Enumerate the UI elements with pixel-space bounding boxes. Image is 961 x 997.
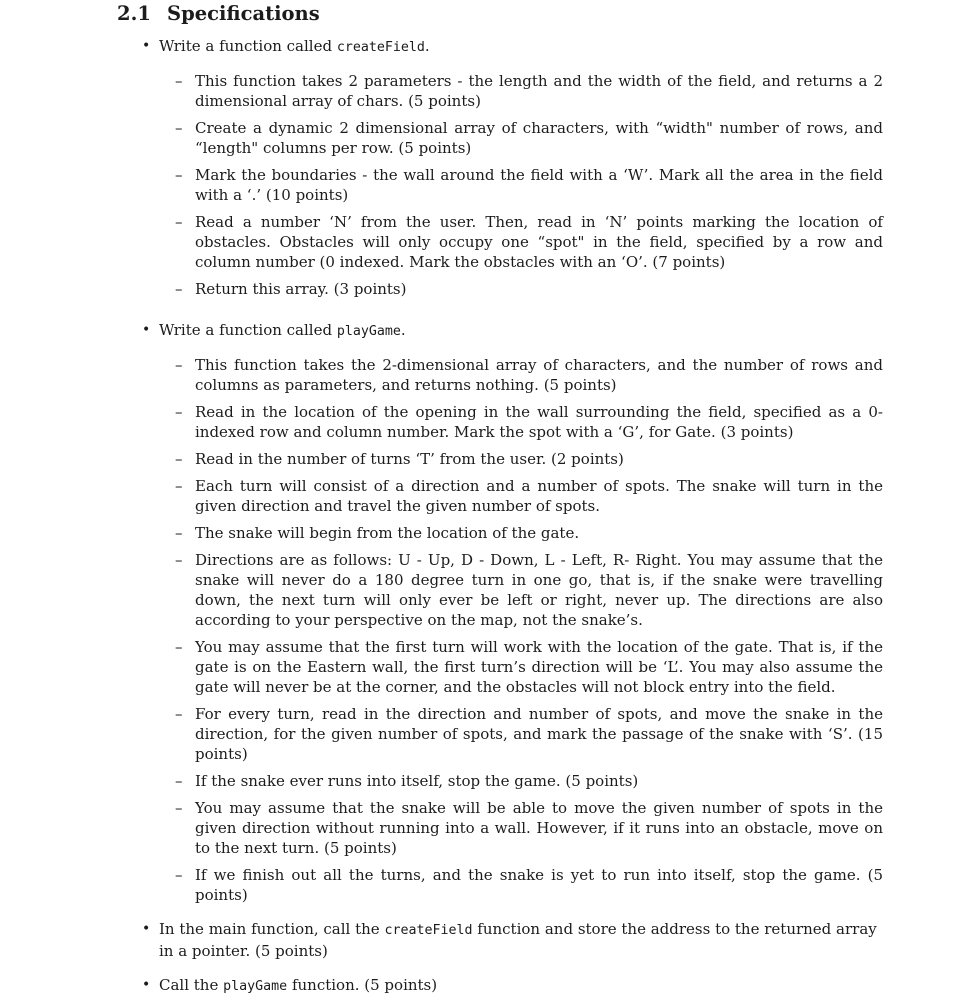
sub-item: – Return this array. (3 points)	[175, 280, 407, 298]
item-text: In the main function, call the createField function and store the address to the returned array in a pointer. (5 points)	[159, 920, 877, 960]
item-text: Write a function called playGame.	[159, 321, 406, 339]
sub-item: – Create a dynamic 2 dimensional array of characters, with “width" number of rows, and “length" columns per row. (5 points)	[175, 119, 883, 157]
section-number: 2.1	[117, 2, 151, 25]
sub-item: – Each turn will consist of a direction and a number of spots. The snake will turn in the given direction and travel the given number of spots.	[175, 477, 883, 515]
sub-item: – Mark the boundaries - the wall around the field with a ‘W’. Mark all the area in the field with a ‘.’ (10 points)	[175, 166, 883, 204]
spec-item-createfield	[142, 36, 883, 299]
sub-item: – Read a number ‘N’ from the user. Then, read in ‘N’ points marking the location of obstacles. Obstacles will only occupy one “spot" in the field, specified by a row and column number (0 indexed. Mark the obstacles with an ‘O’. (7 points)	[175, 213, 883, 271]
sub-item: – The snake will begin from the location of the gate.	[175, 524, 580, 542]
sub-list	[159, 355, 883, 905]
section-title: Specifications	[167, 2, 320, 25]
sub-item: – If we finish out all the turns, and the snake is yet to run into itself, stop the game. (5 points)	[175, 866, 883, 904]
sub-item: – If the snake ever runs into itself, stop the game. (5 points)	[175, 772, 639, 790]
section-heading	[117, 1, 320, 27]
function-name: createField	[336, 40, 425, 55]
sub-list	[159, 71, 883, 299]
item-text: Write a function called createField.	[159, 37, 430, 55]
bullet-icon: •	[142, 38, 151, 54]
sub-item: – Directions are as follows: U - Up, D - Down, L - Left, R- Right. You may assume that the snake will never do a 180 degree turn in one go, that is, if the snake were travelling down, the next turn will only ever be left or right, never up. The directions are also according to your perspective on the map, not the snake’s.	[175, 551, 883, 629]
function-name: playGame	[336, 324, 401, 339]
function-name: createField	[384, 923, 473, 938]
sub-item: – Read in the number of turns ‘T’ from the user. (2 points)	[175, 450, 624, 468]
bullet-icon: •	[142, 977, 151, 993]
bullet-icon: •	[142, 322, 151, 338]
sub-item: – You may assume that the snake will be able to move the given number of spots in the given direction without running into a wall. However, if it runs into an obstacle, move on to the next turn. (5 points)	[175, 799, 883, 857]
sub-item: – For every turn, read in the direction and number of spots, and move the snake in the direction, for the given number of spots, and mark the passage of the snake with ‘S’. (15 points)	[175, 705, 883, 763]
bullet-icon: •	[142, 921, 151, 937]
spec-list	[142, 36, 883, 997]
sub-item: – You may assume that the first turn will work with the location of the gate. That is, if the gate is on the Eastern wall, the first turn’s direction will be ‘L’. You may also assume the gate will never be at the corner, and the obstacles will not block entry into the field.	[175, 638, 883, 696]
item-text: Call the playGame function. (5 points)	[159, 976, 438, 994]
spec-item-call-playgame	[142, 975, 883, 997]
sub-item: – Read in the location of the opening in the wall surrounding the field, specified as a 0-indexed row and column number. Mark the spot with a ‘G’, for Gate. (3 points)	[175, 403, 883, 441]
function-name: playGame	[223, 979, 288, 994]
spec-item-playgame	[142, 320, 883, 905]
sub-item: – This function takes 2 parameters - the length and the width of the field, and returns a 2 dimensional array of chars. (5 points)	[175, 72, 883, 110]
spec-item-main	[142, 919, 883, 961]
sub-item: – This function takes the 2-dimensional array of characters, and the number of rows and columns as parameters, and returns nothing. (5 points)	[175, 356, 883, 394]
